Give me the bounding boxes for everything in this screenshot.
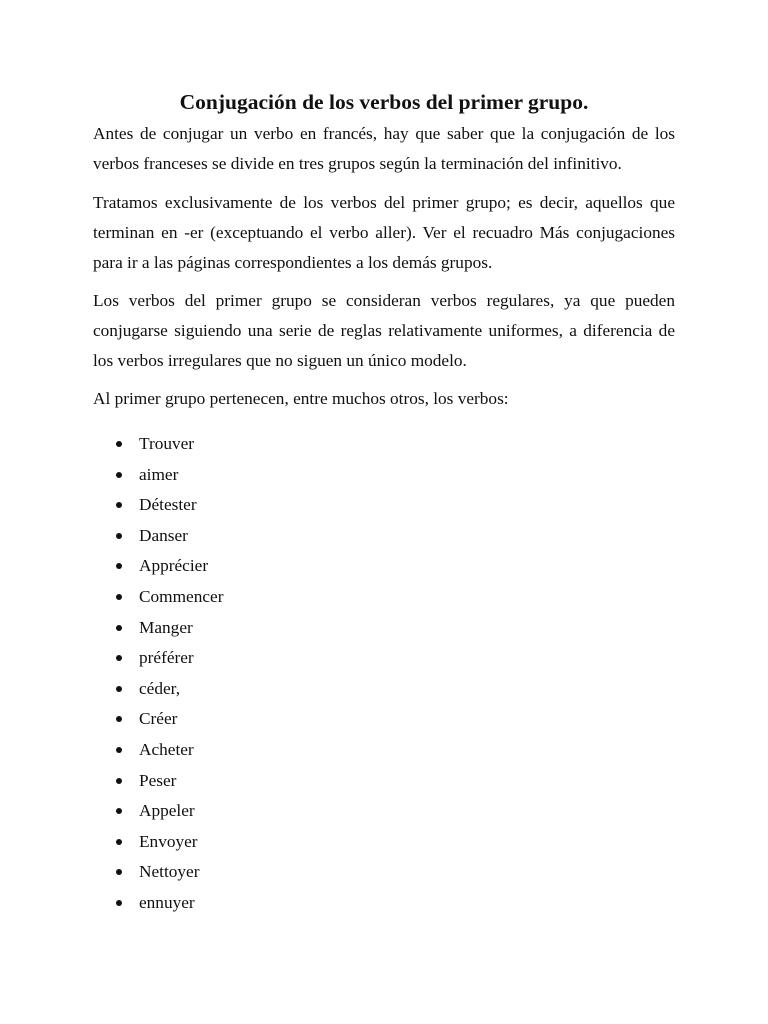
- verb-label: ennuyer: [139, 892, 195, 912]
- bullet-icon: [116, 747, 122, 753]
- list-item: [93, 521, 675, 552]
- bullet-icon: [116, 472, 122, 478]
- bullet-icon: [116, 533, 122, 539]
- bullet-icon: [116, 594, 122, 600]
- verb-label: aimer: [139, 464, 179, 484]
- bullet-icon: [116, 869, 122, 875]
- verb-label: Danser: [139, 525, 188, 545]
- bullet-icon: [116, 655, 122, 661]
- verb-label: Acheter: [139, 739, 194, 759]
- list-item: [93, 735, 675, 766]
- document-page: [93, 88, 675, 919]
- list-item: [93, 766, 675, 797]
- list-item: [93, 613, 675, 644]
- paragraph-list-intro: Al primer grupo pertenecen, entre muchos otros, los verbos:: [93, 389, 509, 408]
- bullet-icon: [116, 839, 122, 845]
- bullet-icon: [116, 900, 122, 906]
- verb-label: Peser: [139, 770, 177, 790]
- list-item: [93, 643, 675, 674]
- list-item: [93, 857, 675, 888]
- verb-label: Apprécier: [139, 556, 209, 576]
- list-item: [93, 429, 675, 460]
- paragraph-regular-verbs: Los verbos del primer grupo se consideran verbos regulares, ya que pueden conjugarse siguiendo una serie de reglas relativamente uniformes, a diferencia de los verbos irregulares que no siguen un único modelo.: [93, 291, 675, 370]
- verb-label: Détester: [139, 495, 197, 515]
- verb-label: Manger: [139, 617, 193, 637]
- paragraph-intro: Antes de conjugar un verbo en francés, hay que saber que la conjugación de los verbos franceses se divide en tres grupos según la terminación del infinitivo.: [93, 124, 675, 173]
- verb-label: céder,: [139, 678, 181, 698]
- verb-label: Commencer: [139, 586, 224, 606]
- paragraph-first-group: Tratamos exclusivamente de los verbos del primer grupo; es decir, aquellos que terminan en -er (exceptuando el verbo aller). Ver el recuadro Más conjugaciones para ir a las páginas correspondientes a los demás grupos.: [93, 193, 675, 272]
- verb-label: Appeler: [139, 801, 195, 821]
- list-item: [93, 888, 675, 919]
- bullet-icon: [116, 778, 122, 784]
- list-item: [93, 582, 675, 613]
- verb-list: [93, 429, 675, 919]
- document-title: Conjugación de los verbos del primer grupo.: [179, 90, 589, 114]
- list-item: [93, 490, 675, 521]
- bullet-icon: [116, 563, 122, 569]
- bullet-icon: [116, 808, 122, 814]
- verb-label: préférer: [139, 648, 194, 668]
- list-item: [93, 704, 675, 735]
- verb-label: Envoyer: [139, 831, 198, 851]
- bullet-icon: [116, 441, 122, 447]
- bullet-icon: [116, 686, 122, 692]
- bullet-icon: [116, 625, 122, 631]
- verb-label: Trouver: [139, 434, 195, 453]
- verb-label: Créer: [139, 709, 178, 729]
- bullet-icon: [116, 716, 122, 722]
- list-item: [93, 796, 675, 827]
- list-item: [93, 460, 675, 491]
- list-item: [93, 551, 675, 582]
- bullet-icon: [116, 502, 122, 508]
- list-item: [93, 674, 675, 705]
- verb-label: Nettoyer: [139, 862, 200, 882]
- list-item: [93, 827, 675, 858]
